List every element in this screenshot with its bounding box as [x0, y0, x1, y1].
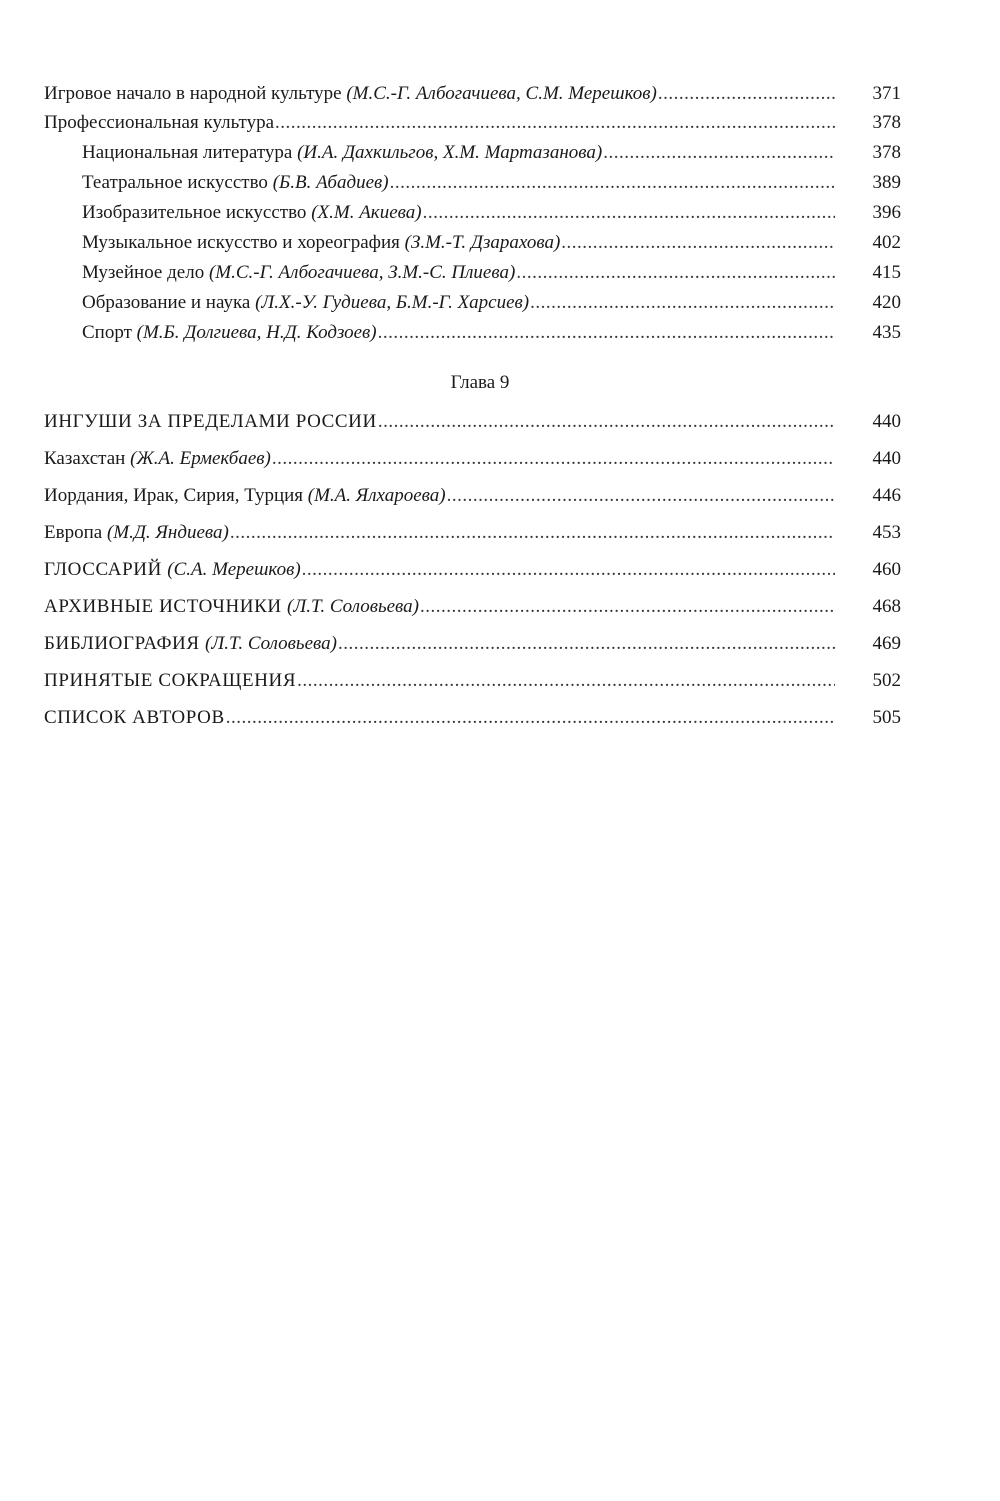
- toc-entry-title: Музыкальное искусство и хореография (З.М.-Т. Дзарахова): [82, 232, 561, 253]
- toc-entry: [44, 445, 901, 471]
- toc-entry: [44, 556, 901, 582]
- leader-dots: [423, 201, 835, 225]
- toc-entry: [82, 259, 901, 285]
- toc-entry-authors: (Б.В. Абадиев): [272, 172, 389, 193]
- toc-entry-page: 460: [872, 559, 901, 580]
- toc-entry-page: 440: [872, 411, 901, 432]
- toc-entry-title: Игровое начало в народной культуре (М.С.-Г. Албогачиева, С.М. Мерешков): [44, 83, 657, 104]
- toc-entry-authors: (М.С.-Г. Албогачиева, С.М. Мерешков): [346, 83, 657, 104]
- toc-entry-page: 420: [872, 292, 901, 313]
- toc-entry-authors: (Л.Х.-У. Гудиева, Б.М.-Г. Харсиев): [255, 292, 530, 313]
- toc-entry-page: 378: [872, 142, 901, 163]
- toc-entry: [44, 704, 901, 730]
- leader-dots: [603, 141, 835, 165]
- toc-entry: [82, 199, 901, 225]
- toc-entry-page: 446: [872, 485, 901, 506]
- leader-dots: [378, 410, 835, 434]
- toc-entry-authors: (Л.Т. Соловьева): [287, 596, 419, 617]
- leader-dots: [447, 484, 835, 508]
- toc-entry-title: Спорт (М.Б. Долгиева, Н.Д. Кодзоев): [82, 322, 377, 343]
- toc-entry: [44, 667, 901, 693]
- toc-entry-title: Образование и наука (Л.Х.-У. Гудиева, Б.М.-Г. Харсиев): [82, 292, 530, 313]
- toc-entry-page: 468: [872, 596, 901, 617]
- toc-entry-title: Национальная литература (И.А. Дахкильгов, Х.М. Мартазанова): [82, 142, 603, 163]
- toc-entry-title: Иордания, Ирак, Сирия, Турция (М.А. Ялхароева): [44, 485, 446, 506]
- toc-entry-authors: (И.А. Дахкильгов, Х.М. Мартазанова): [297, 142, 603, 163]
- toc-entry: [82, 229, 901, 255]
- toc-entry-title: Европа (М.Д. Яндиева): [44, 522, 229, 543]
- leader-dots: [272, 447, 835, 471]
- toc-entry: [82, 319, 901, 345]
- chapter-heading: Глава 9: [450, 372, 510, 393]
- leader-dots: [516, 261, 835, 285]
- toc-entry-page: 502: [872, 670, 901, 691]
- toc-entry-title: Казахстан (Ж.А. Ермекбаев): [44, 448, 271, 469]
- toc-entry: [44, 109, 901, 135]
- leader-dots: [658, 82, 835, 106]
- toc-entry-title: ПРИНЯТЫЕ СОКРАЩЕНИЯ: [44, 670, 297, 691]
- toc-entry: [82, 289, 901, 315]
- toc-entry: [82, 169, 901, 195]
- toc-entry-page: 415: [872, 262, 901, 283]
- leader-dots: [420, 595, 835, 619]
- toc-entry-authors: (С.А. Мерешков): [167, 559, 301, 580]
- toc-entry: [44, 408, 901, 434]
- toc-entry-page: 453: [872, 522, 901, 543]
- toc-entry: [82, 139, 901, 165]
- leader-dots: [378, 321, 835, 345]
- leader-dots: [561, 231, 835, 255]
- toc-entry: [44, 482, 901, 508]
- toc-entry-authors: (З.М.-Т. Дзарахова): [404, 232, 561, 253]
- toc-entry-authors: (М.С.-Г. Албогачиева, З.М.-С. Плиева): [208, 262, 516, 283]
- toc-entry-page: 378: [872, 112, 901, 133]
- toc-entry-page: 440: [872, 448, 901, 469]
- toc-entry-authors: (М.Б. Долгиева, Н.Д. Кодзоев): [136, 322, 377, 343]
- toc-entry-page: 505: [872, 707, 901, 728]
- toc-entry-authors: (М.Д. Яндиева): [106, 522, 229, 543]
- toc-entry-page: 402: [872, 232, 901, 253]
- toc-entry-page: 371: [872, 83, 901, 104]
- toc-entry-title: ИНГУШИ ЗА ПРЕДЕЛАМИ РОССИИ: [44, 411, 377, 432]
- toc-entry-title: СПИСОК АВТОРОВ: [44, 707, 225, 728]
- toc-entry-title: Изобразительное искусство (Х.М. Акиева): [82, 202, 422, 223]
- leader-dots: [230, 521, 835, 545]
- leader-dots: [297, 669, 835, 693]
- toc-entry-page: 389: [872, 172, 901, 193]
- toc-entry: [44, 519, 901, 545]
- toc-entry-page: 435: [872, 322, 901, 343]
- leader-dots: [226, 706, 835, 730]
- toc-entry-title: Профессиональная культура: [44, 112, 275, 133]
- leader-dots: [390, 171, 835, 195]
- toc-entry: [44, 630, 901, 656]
- toc-entry-authors: (Х.М. Акиева): [311, 202, 422, 223]
- toc-entry-page: 469: [872, 633, 901, 654]
- toc-entry-authors: (М.А. Ялхароева): [307, 485, 446, 506]
- toc-entry-authors: (Ж.А. Ермекбаев): [130, 448, 271, 469]
- toc-entry-title: Музейное дело (М.С.-Г. Албогачиева, З.М.-С. Плиева): [82, 262, 516, 283]
- leader-dots: [302, 558, 835, 582]
- toc-entry-title: АРХИВНЫЕ ИСТОЧНИКИ (Л.Т. Соловьева): [44, 596, 419, 617]
- toc-entry-title: Театральное искусство (Б.В. Абадиев): [82, 172, 389, 193]
- leader-dots: [530, 291, 835, 315]
- toc-entry-title: ГЛОССАРИЙ (С.А. Мерешков): [44, 559, 301, 580]
- toc-entry-authors: (Л.Т. Соловьева): [205, 633, 337, 654]
- leader-dots: [275, 111, 835, 135]
- toc-entry: [44, 593, 901, 619]
- toc-entry: [44, 80, 901, 106]
- toc-entry-page: 396: [872, 202, 901, 223]
- leader-dots: [338, 632, 835, 656]
- toc-entry-title: БИБЛИОГРАФИЯ (Л.Т. Соловьева): [44, 633, 337, 654]
